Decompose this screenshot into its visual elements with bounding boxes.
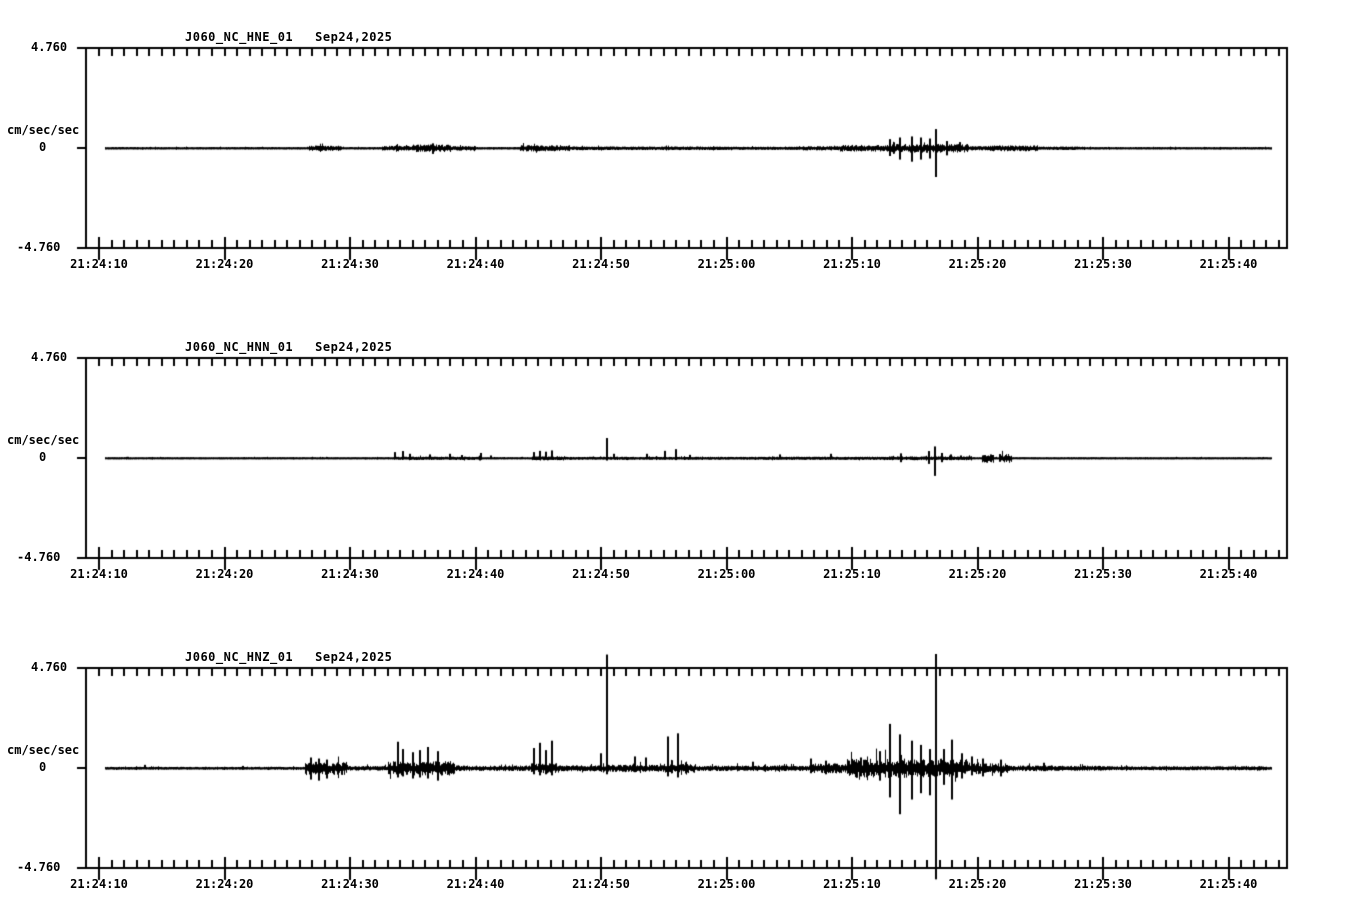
y-axis-unit-label: cm/sec/sec [7,433,80,447]
x-tick-label: 21:24:30 [321,877,379,891]
station-channel-label: J060_NC_HNE_01 [185,30,294,44]
x-tick-label: 21:24:20 [195,257,254,271]
x-tick-label: 21:25:00 [697,877,756,891]
y-axis-min-label: -4.760 [17,240,61,254]
x-tick-label: 21:25:40 [1199,257,1258,271]
date-label: Sep24,2025 [315,650,393,664]
hnn-waveform-canvas [0,338,1358,578]
x-tick-label: 21:25:00 [697,257,756,271]
x-tick-label: 21:24:10 [70,257,128,271]
x-tick-label: 21:25:00 [697,567,756,581]
x-tick-label: 21:24:40 [446,257,505,271]
panel-hnz [0,620,1358,924]
x-tick-label: 21:25:40 [1199,567,1258,581]
date-label: Sep24,2025 [315,340,393,354]
x-tick-label: 21:25:30 [1074,567,1132,581]
x-tick-label: 21:24:50 [572,567,630,581]
date-label: Sep24,2025 [315,30,393,44]
x-tick-label: 21:25:20 [948,877,1007,891]
panel-hne [0,0,1358,310]
y-axis-unit-label: cm/sec/sec [7,123,80,137]
x-tick-label: 21:24:40 [446,567,505,581]
x-tick-label: 21:25:20 [948,257,1007,271]
hne-waveform-canvas [0,28,1358,268]
x-tick-label: 21:24:20 [195,877,254,891]
x-tick-label: 21:24:50 [572,877,630,891]
y-axis-zero-label: 0 [39,450,47,464]
y-axis-max-label: 4.760 [31,350,68,364]
station-channel-label: J060_NC_HNZ_01 [185,650,294,664]
x-axis-labels [0,877,1358,893]
x-tick-label: 21:25:10 [823,877,881,891]
y-axis-max-label: 4.760 [31,660,68,674]
x-tick-label: 21:24:50 [572,257,630,271]
y-axis-min-label: -4.760 [17,550,61,564]
x-tick-label: 21:25:30 [1074,257,1132,271]
x-tick-label: 21:25:30 [1074,877,1132,891]
x-tick-label: 21:25:10 [823,567,881,581]
y-axis-min-label: -4.760 [17,860,61,874]
x-tick-label: 21:25:40 [1199,877,1258,891]
y-axis-max-label: 4.760 [31,40,68,54]
panel-hnn [0,310,1358,620]
y-axis-zero-label: 0 [39,760,47,774]
hnz-waveform-canvas [0,648,1358,888]
panel-title-hnn [185,340,392,354]
y-axis-unit-label: cm/sec/sec [7,743,80,757]
x-tick-label: 21:24:30 [321,567,379,581]
x-tick-label: 21:24:40 [446,877,505,891]
x-tick-label: 21:24:30 [321,257,379,271]
x-tick-label: 21:24:10 [70,877,128,891]
station-channel-label: J060_NC_HNN_01 [185,340,294,354]
x-tick-label: 21:24:10 [70,567,128,581]
x-tick-label: 21:25:20 [948,567,1007,581]
x-tick-label: 21:24:20 [195,567,254,581]
panel-title-hnz [185,650,392,664]
x-axis-labels [0,567,1358,583]
panel-title-hne [185,30,392,44]
y-axis-zero-label: 0 [39,140,47,154]
x-tick-label: 21:25:10 [823,257,881,271]
x-axis-labels [0,257,1358,273]
